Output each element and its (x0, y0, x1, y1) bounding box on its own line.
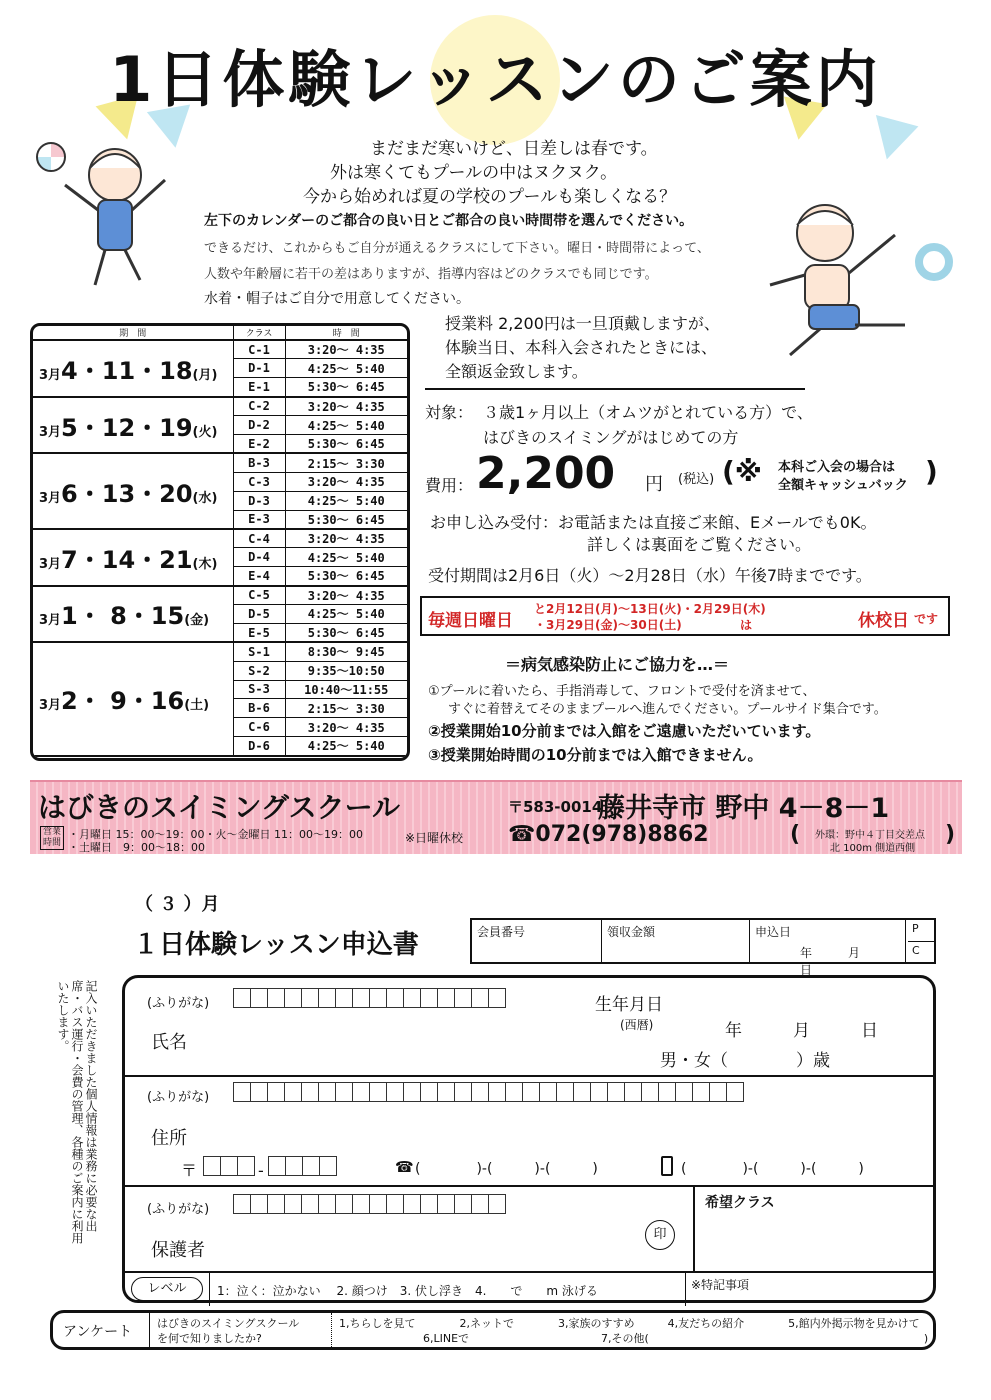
class-time: 9:35～10:50 (285, 661, 407, 680)
school-info-banner (30, 780, 962, 854)
privacy-note: 記入いただきました個人情報は業務に必要な出席・バス運行・会費の管理、各種のご案内に利用いたします。 (56, 980, 98, 1244)
char-box[interactable] (590, 1082, 608, 1102)
boy-swimmer-illustration (765, 195, 915, 365)
class-code: E-1 (233, 378, 285, 397)
holiday-desu: です (914, 612, 939, 626)
char-box[interactable] (318, 1082, 336, 1102)
char-box[interactable] (471, 1194, 489, 1214)
form-title: １日体験レッスン申込書 (133, 930, 419, 960)
schedule-dow: (水) (192, 490, 218, 506)
char-box[interactable] (267, 1082, 285, 1102)
holiday-notice (420, 596, 950, 636)
schedule-row (33, 642, 407, 661)
char-box[interactable] (233, 988, 251, 1008)
schedule-table (30, 323, 410, 761)
apply-period: 受付期間は2月6日（火）～2月28日（水）午後7時までです。 (428, 566, 872, 585)
day-unit: 日 (800, 963, 813, 977)
intro-line: 左下のカレンダーのご都合の良い日とご都合の良い時間帯を選んでください。 (204, 213, 694, 229)
birth-date-field[interactable]: 年 月 日 (725, 1021, 878, 1041)
char-box[interactable] (454, 1082, 472, 1102)
divider (209, 1271, 210, 1306)
p-mark: P (912, 922, 919, 935)
class-time: 4:25～ 5:40 (285, 737, 407, 756)
survey-box (50, 1310, 936, 1350)
closed-note: ※日曜休校 (405, 831, 464, 845)
char-box[interactable] (522, 1082, 540, 1102)
char-box[interactable] (250, 988, 268, 1008)
apply-text: 詳しくは裏面をご覧ください。 (587, 535, 812, 554)
class-code: B-3 (233, 453, 285, 472)
char-box[interactable] (250, 1082, 268, 1102)
holiday-label: 休校日 (858, 611, 909, 631)
divider (425, 388, 805, 390)
access-text: 北 100m 側道西側 (830, 843, 916, 854)
class-code: C-5 (233, 586, 285, 605)
class-code: B-6 (233, 699, 285, 718)
survey-options[interactable]: 1,ちらしを見て 2,ネットで 3,家族のすすめ 4,友だちの紹介 5,館内外掲示物を見かけて (339, 1317, 920, 1330)
char-box[interactable] (267, 1194, 285, 1214)
class-time: 3:20～ 4:35 (285, 397, 407, 416)
cost-mark: (※ (722, 455, 763, 488)
office-use-box (470, 918, 936, 977)
class-code: D-5 (233, 604, 285, 623)
phone-icon: ☎ (395, 1158, 414, 1176)
class-time: 5:30～ 6:45 (285, 378, 407, 397)
char-box[interactable] (454, 1194, 472, 1214)
char-box[interactable] (237, 1156, 255, 1176)
schedule-days: 5・12・19 (61, 413, 193, 442)
access-text: 外環：野中４丁目交差点 (815, 830, 925, 841)
schedule-dow: (月) (192, 367, 218, 383)
intro-line: 人数や年齢層に若干の差はありますが、指導内容はどのクラスでも同じです。 (204, 267, 658, 282)
class-time: 8:30～ 9:45 (285, 642, 407, 661)
cost-unit: 円 (645, 474, 663, 495)
page-title: 1日体験レッスンのご案内 (109, 43, 882, 116)
swim-ring-icon (915, 243, 953, 281)
char-box[interactable] (268, 1156, 286, 1176)
hours-text: ・月曜日 15：00～19：00・火～金曜日 11：00～19：00 (68, 828, 363, 841)
paren-close: ) (945, 822, 956, 847)
divider (125, 1075, 933, 1077)
cost-note: 本科ご入会の場合は (778, 460, 896, 475)
schedule-month: 3月 (39, 490, 62, 506)
class-code: D-2 (233, 416, 285, 435)
mobile-field[interactable]: ( )-( )-( ) (681, 1161, 864, 1177)
schedule-month: 3月 (39, 556, 62, 572)
cost-tax: (税込) (678, 472, 715, 487)
class-time: 2:15～ 3:30 (285, 699, 407, 718)
class-time: 5:30～ 6:45 (285, 434, 407, 453)
class-time: 3:20～ 4:35 (285, 586, 407, 605)
char-box[interactable] (607, 1082, 625, 1102)
member-number-field[interactable]: 会員番号 (472, 920, 602, 962)
class-time: 5:30～ 6:45 (285, 623, 407, 642)
zip-dash: - (258, 1161, 264, 1180)
divider (125, 1271, 933, 1273)
divider (125, 1185, 933, 1187)
divider (693, 1185, 695, 1271)
address-label: 住所 (151, 1128, 187, 1149)
char-box[interactable] (488, 1194, 506, 1214)
class-time: 3:20～ 4:35 (285, 718, 407, 737)
schedule-date (33, 642, 233, 755)
char-box[interactable] (726, 1082, 744, 1102)
mobile-icon (661, 1156, 673, 1176)
char-box[interactable] (624, 1082, 642, 1102)
char-box[interactable] (641, 1082, 659, 1102)
schedule-month: 3月 (39, 613, 62, 629)
char-box[interactable] (437, 1194, 455, 1214)
apply-date-label: 申込日 (755, 925, 792, 939)
fee-note-line: 授業料 2,200円は一旦頂戴しますが、 (445, 314, 720, 333)
class-code: D-6 (233, 737, 285, 756)
hours-label: 営業時間 (40, 826, 64, 850)
birth-label: 生年月日 (595, 995, 663, 1015)
char-box[interactable] (437, 1082, 455, 1102)
intro-line: できるだけ、これからもご自分が通えるクラスにして下さい。曜日・時間帯によって、 (204, 241, 710, 256)
divider (331, 1313, 332, 1347)
class-code: E-4 (233, 567, 285, 586)
schedule-days: 4・11・18 (61, 356, 193, 385)
schedule-days: 7・14・21 (61, 545, 193, 574)
holiday-ha: は (740, 618, 753, 632)
flag-decoration (866, 115, 919, 165)
char-box[interactable] (420, 1082, 438, 1102)
divider (685, 1271, 686, 1306)
schedule-dow: (火) (192, 424, 218, 440)
col-header: 期 間 (33, 326, 233, 340)
furigana-label: (ふりがな) (147, 1090, 210, 1105)
apply-date-field[interactable] (750, 920, 906, 977)
char-box[interactable] (352, 1194, 370, 1214)
char-box[interactable] (488, 1082, 506, 1102)
intro-line: 今から始めれば夏の学校のプールも楽しくなる？ (303, 187, 677, 207)
class-code: C-1 (233, 340, 285, 359)
class-time: 3:20～ 4:35 (285, 340, 407, 359)
holiday-dates: と2月12日(月)～13日(火)・2月29日(木) (534, 602, 766, 616)
class-code: E-5 (233, 623, 285, 642)
class-code: D-3 (233, 491, 285, 510)
char-box[interactable] (420, 1194, 438, 1214)
schedule-dow: (金) (184, 613, 210, 629)
char-box[interactable] (505, 1082, 523, 1102)
class-time: 5:30～ 6:45 (285, 510, 407, 529)
desired-class-label: 希望クラス (705, 1195, 775, 1211)
pc-divider (908, 941, 934, 942)
school-name: はびきのスイミングスクール (38, 791, 401, 824)
char-box[interactable] (369, 1082, 387, 1102)
holiday-dates: ・3月29日(金)～30日(土) (534, 618, 682, 632)
char-box[interactable] (233, 1082, 251, 1102)
furigana-label: (ふりがな) (147, 996, 210, 1011)
schedule-days: 2・ 9・16 (61, 687, 185, 716)
date-units (800, 944, 905, 978)
name-kana-boxes[interactable] (233, 988, 505, 1012)
month-unit: 月 (848, 946, 861, 960)
char-box[interactable] (573, 1082, 591, 1102)
class-time: 4:25～ 5:40 (285, 416, 407, 435)
guardian-kana-boxes[interactable] (233, 1194, 505, 1218)
schedule-row (33, 340, 407, 359)
year-unit: 年 (800, 946, 813, 960)
schedule-date (33, 586, 233, 643)
apply-text: お申し込み受付：お電話または直接ご来館、Eメールでも0K。 (430, 513, 877, 532)
survey-label: アンケート (63, 1324, 133, 1340)
class-time: 3:20～ 4:35 (285, 529, 407, 548)
guardian-label: 保護者 (151, 1240, 205, 1261)
form-month: （ ３ ）月 (135, 894, 220, 915)
seal-mark: 印 (645, 1220, 675, 1250)
char-box[interactable] (301, 988, 319, 1008)
infection-title: ＝病気感染防止にご協力を…＝ (505, 655, 730, 674)
class-time: 10:40～11:55 (285, 680, 407, 699)
col-header: 時 間 (285, 326, 407, 340)
infection-item: ②授業開始10分前までは入館をご遠慮いただいています。 (428, 722, 821, 740)
char-box[interactable] (386, 1082, 404, 1102)
char-box[interactable] (403, 988, 421, 1008)
target-label: 対象： (425, 403, 474, 422)
char-box[interactable] (284, 1082, 302, 1102)
class-time: 4:25～ 5:40 (285, 604, 407, 623)
char-box[interactable] (420, 988, 438, 1008)
class-time: 3:20～ 4:35 (285, 472, 407, 491)
level-label: レベル (131, 1277, 203, 1301)
char-box[interactable] (539, 1082, 557, 1102)
char-box[interactable] (220, 1156, 238, 1176)
schedule-month: 3月 (39, 367, 62, 383)
cost-note: 全額キャッシュバック (778, 478, 908, 493)
intro-line: 外は寒くてもプールの中はヌクヌク。 (330, 163, 618, 183)
char-box[interactable] (692, 1082, 710, 1102)
class-time: 4:25～ 5:40 (285, 548, 407, 567)
name-label: 氏名 (151, 1032, 187, 1053)
phone-field[interactable]: ( )-( )-( ) (415, 1161, 598, 1177)
schedule-row (33, 453, 407, 472)
holiday-sunday: 毎週日曜日 (428, 611, 513, 631)
char-box[interactable] (302, 1156, 320, 1176)
char-box[interactable] (233, 1194, 251, 1214)
char-box[interactable] (301, 1194, 319, 1214)
target-text: はびきのスイミングがはじめての方 (483, 428, 739, 447)
schedule-date (33, 340, 233, 397)
zip-mark: 〒 (181, 1161, 198, 1180)
char-box[interactable] (369, 988, 387, 1008)
c-mark: C (912, 944, 920, 957)
char-box[interactable] (488, 988, 506, 1008)
fee-note (445, 312, 720, 384)
schedule-date (33, 529, 233, 586)
class-time: 4:25～ 5:40 (285, 491, 407, 510)
beach-ball-icon (36, 142, 66, 172)
class-code: C-6 (233, 718, 285, 737)
class-time: 5:30～ 6:45 (285, 567, 407, 586)
school-address: 藤井寺市 野中 4－8－1 (598, 793, 890, 824)
char-box[interactable] (335, 988, 353, 1008)
class-code: S-1 (233, 642, 285, 661)
hours-text: ・土曜日 9：00～18：00 (68, 841, 205, 854)
char-box[interactable] (301, 1082, 319, 1102)
char-box[interactable] (352, 1082, 370, 1102)
class-code: D-4 (233, 548, 285, 567)
char-box[interactable] (386, 988, 404, 1008)
char-box[interactable] (675, 1082, 693, 1102)
class-code: S-2 (233, 661, 285, 680)
intro-line: 水着・帽子はご自分で用意してください。 (204, 291, 470, 307)
class-code: E-3 (233, 510, 285, 529)
paren-open: ( (790, 822, 801, 847)
char-box[interactable] (285, 1156, 303, 1176)
divider (149, 1313, 150, 1347)
cost-label: 費用： (425, 476, 474, 495)
schedule-dow: (土) (184, 698, 210, 714)
char-box[interactable] (318, 988, 336, 1008)
char-box[interactable] (437, 988, 455, 1008)
fee-note-line: 全額返金致します。 (445, 362, 588, 381)
class-time: 4:25～ 5:40 (285, 359, 407, 378)
fee-note-line: 体験当日、本科入会されたときには、 (445, 338, 718, 357)
char-box[interactable] (471, 988, 489, 1008)
level-options[interactable]: 1：泣く：泣かない 2. 顔つけ 3. 伏し浮き 4. で m 泳げる (217, 1284, 598, 1298)
char-box[interactable] (556, 1082, 574, 1102)
schedule-row (33, 397, 407, 416)
survey-options[interactable]: 6,LINEで 7,その他( ) (423, 1332, 929, 1345)
infection-item: ③授業開始時間の10分前までは入館できません。 (428, 746, 763, 764)
furigana-label: (ふりがな) (147, 1202, 210, 1217)
schedule-days: 1・ 8・15 (61, 602, 185, 631)
char-box[interactable] (403, 1194, 421, 1214)
char-box[interactable] (471, 1082, 489, 1102)
seireki-label: (西暦) (620, 1018, 654, 1032)
zip-boxes[interactable] (203, 1156, 336, 1180)
phone-number[interactable]: ☎072(978)8862 (508, 822, 709, 847)
cost-amount: 2,200 (476, 448, 616, 499)
survey-question: はびきのスイミングスクール (157, 1317, 300, 1330)
class-time: 2:15～ 3:30 (285, 453, 407, 472)
schedule-month: 3月 (39, 698, 62, 714)
class-code: D-1 (233, 359, 285, 378)
char-box[interactable] (284, 1194, 302, 1214)
application-form (122, 975, 936, 1303)
class-code: C-4 (233, 529, 285, 548)
char-box[interactable] (709, 1082, 727, 1102)
char-box[interactable] (335, 1082, 353, 1102)
infection-item: ①プールに着いたら、手指消毒して、フロントで受付を済ませて、 (428, 684, 816, 699)
char-box[interactable] (250, 1194, 268, 1214)
col-header: クラス (233, 326, 285, 340)
char-box[interactable] (386, 1194, 404, 1214)
schedule-date (33, 453, 233, 529)
girl-swimmer-illustration (60, 140, 170, 290)
char-box[interactable] (454, 988, 472, 1008)
intro-line: まだまだ寒いけど、日差しは春です。 (370, 139, 658, 159)
class-code: C-3 (233, 472, 285, 491)
schedule-row (33, 586, 407, 605)
school-zip: 〒583-0014 (508, 798, 603, 816)
char-box[interactable] (658, 1082, 676, 1102)
cost-close: ) (925, 455, 938, 488)
schedule-month: 3月 (39, 424, 62, 440)
char-box[interactable] (318, 1194, 336, 1214)
notes-label: ※特記事項 (691, 1278, 750, 1292)
class-code: E-2 (233, 434, 285, 453)
schedule-date (33, 397, 233, 454)
receipt-amount-field[interactable]: 領収金額 (602, 920, 750, 962)
char-box[interactable] (267, 988, 285, 1008)
class-code: S-3 (233, 680, 285, 699)
address-kana-boxes[interactable] (233, 1082, 743, 1106)
class-code: C-2 (233, 397, 285, 416)
char-box[interactable] (319, 1156, 337, 1176)
char-box[interactable] (284, 988, 302, 1008)
survey-question: を何で知りましたか? (157, 1332, 262, 1345)
char-box[interactable] (203, 1156, 221, 1176)
char-box[interactable] (369, 1194, 387, 1214)
schedule-dow: (木) (192, 556, 218, 572)
char-box[interactable] (352, 988, 370, 1008)
infection-item: すぐに着替えてそのままプールへ進んでください。プールサイド集合です。 (448, 702, 887, 717)
gender-age-field[interactable]: 男・女（ ）歳 (660, 1051, 830, 1071)
schedule-days: 6・13・20 (61, 479, 193, 508)
target-text: ３歳1ヶ月以上（オムツがとれている方）で、 (483, 403, 813, 422)
schedule-row (33, 529, 407, 548)
char-box[interactable] (403, 1082, 421, 1102)
char-box[interactable] (335, 1194, 353, 1214)
